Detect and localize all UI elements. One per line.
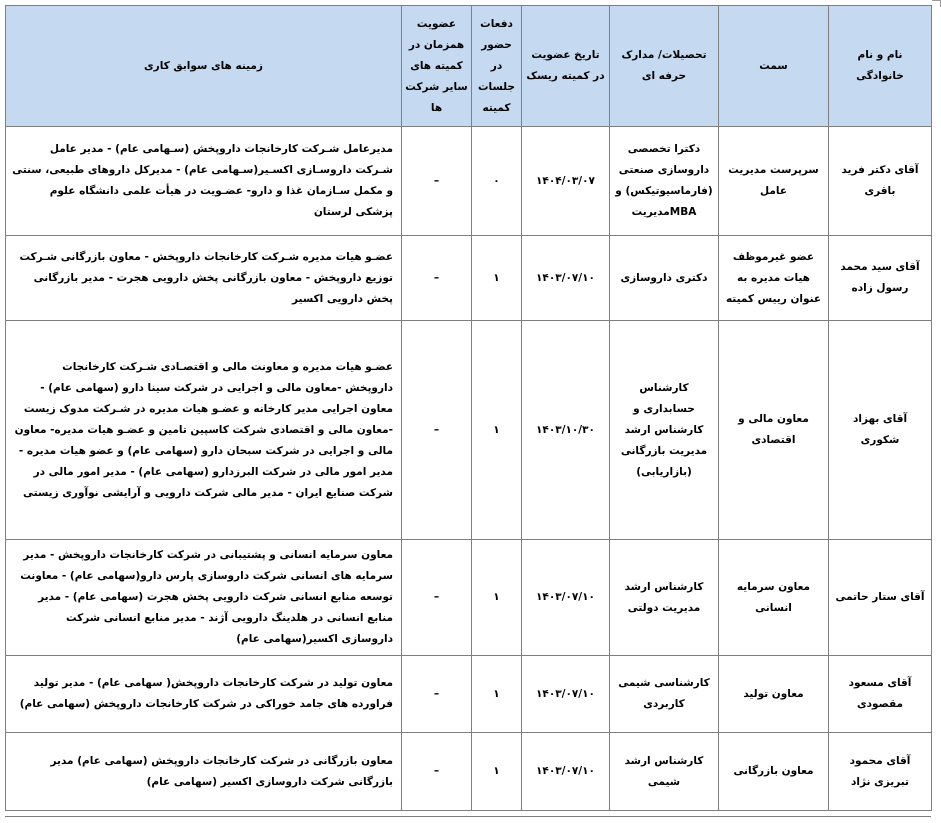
member-other-committees: –	[402, 321, 472, 540]
member-education: کارشناس حسابداری و کارشناس ارشد مدیریت بازرگانی (بازاریابی)	[610, 321, 719, 540]
page-bottom-rule	[5, 816, 931, 817]
member-membership-date: ۱۴۰۳/۱۰/۳۰	[522, 321, 610, 540]
table-row	[6, 236, 932, 321]
header-education: تحصیلات/ مدارک حرفه ای	[610, 6, 719, 127]
member-attendance: ۱	[472, 733, 522, 811]
header-attendance: دفعات حضور در جلسات کمیته	[472, 6, 522, 127]
member-work-history: عضـو هیات مدیره شـرکت کارخانجات داروپخش - معاون بازرگانی شـرکت توزیع داروپخش - معاون بازرگانی پخش دارویی هجرت - مدیر بازرگانی پخش دارویی اکسیر	[6, 236, 402, 321]
risk-committee-members-table	[5, 5, 932, 811]
table-row	[6, 540, 932, 656]
member-work-history: معاون تولید در شرکت کارخانجات داروپخش( سهامی عام) - مدیر تولید فراورده های جامد خوراکی در شرکت کارخانجات داروپخش (سهامی عام)	[6, 656, 402, 733]
member-name: آقای ستار حاتمی	[829, 540, 932, 656]
member-name: آقای دکتر فرید باقری	[829, 127, 932, 236]
table-row	[6, 733, 932, 811]
member-membership-date: ۱۴۰۳/۰۷/۱۰	[522, 656, 610, 733]
member-education: دکتری داروسازی	[610, 236, 719, 321]
member-membership-date: ۱۴۰۳/۰۷/۱۰	[522, 236, 610, 321]
member-work-history: مدیرعامل شـرکت کارخانجات داروپخش (سـهامی عام) - مدیر عامل شـرکت داروسـازی اکسـیر(سـهامی عام) - مدیرکل داروهای طبیعی، سنتی و مکمل سـازمان غذا و دارو- عضـویت در هیأت علمی دانشگاه علوم پزشکی لرستان	[6, 127, 402, 236]
member-education: کارشناسی شیمی کاربردی	[610, 656, 719, 733]
member-other-committees: –	[402, 733, 472, 811]
member-position: عضو غیرموظف هیات مدیره به عنوان رییس کمیته	[719, 236, 829, 321]
table-header-row	[6, 6, 932, 127]
member-work-history: معاون بازرگانی در شرکت کارخانجات داروپخش (سهامی عام) مدیر بازرگانی شرکت داروسازی اکسیر (سهامی عام)	[6, 733, 402, 811]
member-name: آقای سید محمد رسول زاده	[829, 236, 932, 321]
header-position: سمت	[719, 6, 829, 127]
member-name: آقای محمود تبریزی نژاد	[829, 733, 932, 811]
member-work-history: عضـو هیات مدیره و معاونت مالی و اقتصـادی شـرکت کارخانجات داروپخش -معاون مالی و اجرایی در شرکت سینا دارو (سهامی عام) - معاون اجرایی مدیر کارخانه و عضـو هیات مدیره در شـرکت مدوک زیست -معاون مالی و اقتصادی شرکت کاسپین تامین و عضـو هیات مدیره- معاون مالی و اجرایی در شرکت سبحان دارو (سهامی عام) و عضو هیات مدیره - مدیر امور مالی در شرکت البرزدارو (سهامی عام) - مدیر امور مالی در شرکت صنایع ایران - مدیر مالی شرکت دارویی و آرایشی نوآوری زیستی	[6, 321, 402, 540]
member-membership-date: ۱۴۰۴/۰۳/۰۷	[522, 127, 610, 236]
member-attendance: ۱	[472, 656, 522, 733]
member-attendance: ۰	[472, 127, 522, 236]
member-name: آقای مسعود مقصودی	[829, 656, 932, 733]
page-corner-mark	[932, 0, 941, 7]
member-attendance: ۱	[472, 540, 522, 656]
header-name: نام و نام خانوادگی	[829, 6, 932, 127]
member-position: سرپرست مدیریت عامل	[719, 127, 829, 236]
member-education: کارشناس ارشد مدیریت دولتی	[610, 540, 719, 656]
table-row	[6, 321, 932, 540]
member-membership-date: ۱۴۰۳/۰۷/۱۰	[522, 540, 610, 656]
member-attendance: ۱	[472, 321, 522, 540]
member-other-committees: –	[402, 540, 472, 656]
member-name: آقای بهزاد شکوری	[829, 321, 932, 540]
member-work-history: معاون سرمایه انسانی و پشتیبانی در شرکت کارخانجات داروپخش - مدیر سرمایه های انسانی شرکت داروسازی پارس دارو(سهامی عام) - معاونت توسعه منابع انسانی شرکت دارویی پخش هجرت (سهامی عام) - مدیر منابع انسانی در هلدینگ دارویی آژند - مدیر منابع انسانی شرکت داروسازی اکسیر(سهامی عام)	[6, 540, 402, 656]
member-position: معاون بازرگانی	[719, 733, 829, 811]
table-row	[6, 656, 932, 733]
member-other-committees: –	[402, 656, 472, 733]
table-row	[6, 127, 932, 236]
member-education: دکترا تخصصی داروسازی صنعتی (فارماسیوتیکس) و MBAمدیریت	[610, 127, 719, 236]
member-position: معاون تولید	[719, 656, 829, 733]
member-attendance: ۱	[472, 236, 522, 321]
member-education: کارشناس ارشد شیمی	[610, 733, 719, 811]
header-other-committees: عضویت همزمان در کمیته های سایر شرکت ها	[402, 6, 472, 127]
member-position: معاون سرمایه انسانی	[719, 540, 829, 656]
member-other-committees: –	[402, 127, 472, 236]
member-membership-date: ۱۴۰۳/۰۷/۱۰	[522, 733, 610, 811]
header-membership-date: تاریخ عضویت در کمیته ریسک	[522, 6, 610, 127]
member-position: معاون مالی و اقتصادی	[719, 321, 829, 540]
header-history: زمینه های سوابق کاری	[6, 6, 402, 127]
member-other-committees: –	[402, 236, 472, 321]
